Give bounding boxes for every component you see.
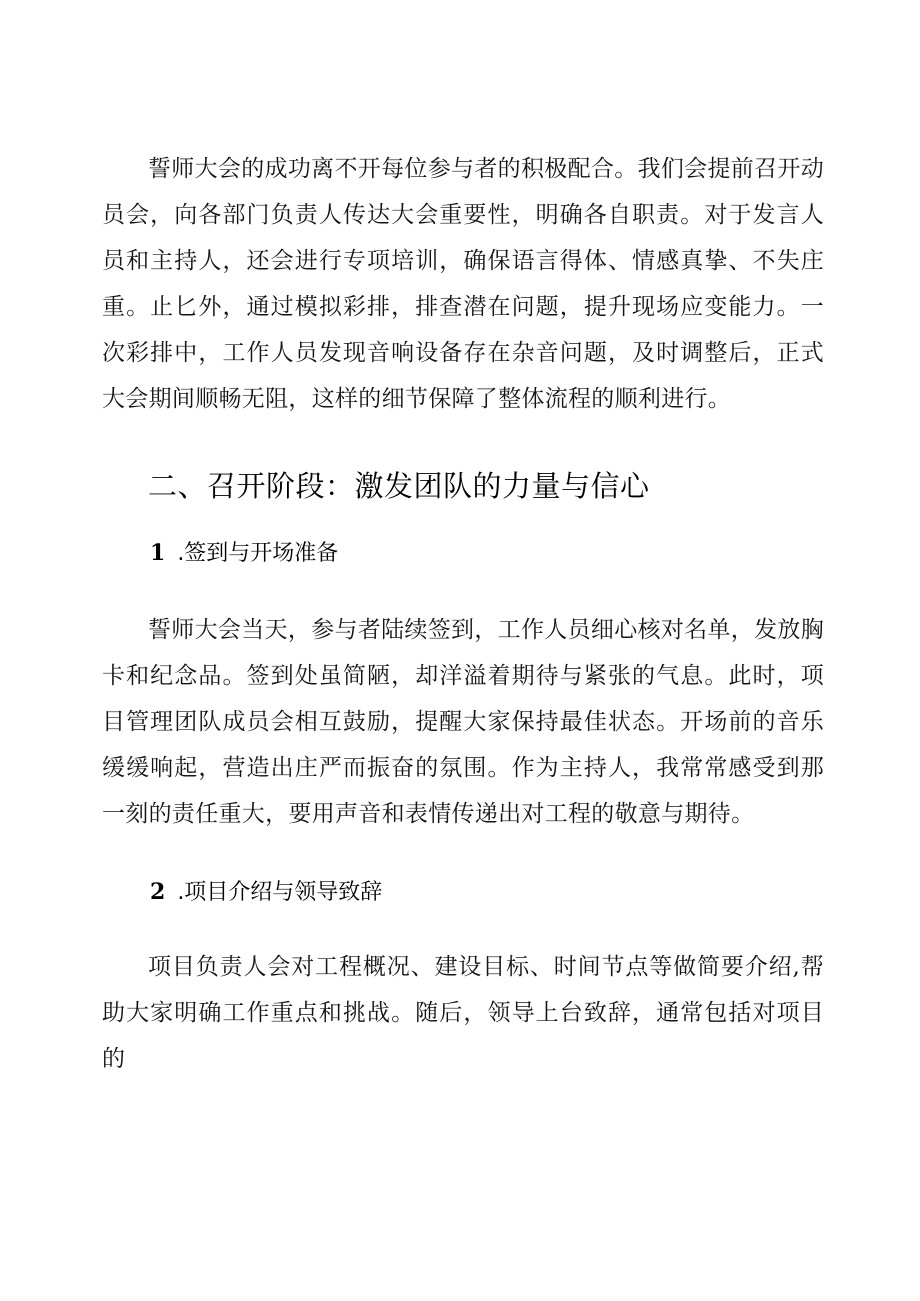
document-body (102, 146, 824, 1082)
subheading-text: .签到与开场准备 (177, 541, 339, 566)
paragraph-check-in: 誓师大会当天，参与者陆续签到，工作人员细心核对名单，发放胸卡和纪念品。签到处虽简陋，却洋溢着期待与紧张的气息。此时，项目管理团队成员会相互鼓励，提醒大家保持最佳状态。开场前的音乐缓缓响起，营造出庄严而振奋的氛围。作为主持人，我常常感受到那一刻的责任重大，要用声音和表情传递出对工程的敬意与期待。 (102, 617, 824, 827)
paragraph-project-intro: 项目负责人会对工程概况、建设目标、时间节点等做简要介绍,帮助大家明确工作重点和挑战。随后，领导上台致辞，通常包括对项目的 (102, 954, 824, 1072)
subheading-text: .项目介绍与领导致辞 (177, 880, 383, 905)
subheading-number: 1 (150, 540, 166, 566)
subheading-project-intro (102, 875, 824, 910)
subheading-check-in (102, 536, 824, 571)
paragraph-preparation: 誓师大会的成功离不开每位参与者的积极配合。我们会提前召开动员会，向各部门负责人传达大会重要性，明确各自职责。对于发言人员和主持人，还会进行专项培训，确保语言得体、情感真挚、不失庄重。止匕外，通过模拟彩排，排查潜在问题，提升现场应变能力。一次彩排中，工作人员发现音响设备存在杂音问题，及时调整后，正式大会期间顺畅无阻，这样的细节保障了整体流程的顺利进行。 (102, 156, 824, 412)
section-heading-convening: 二、召开阶段：激发团队的力量与信心 (148, 469, 650, 503)
subheading-number: 2 (150, 879, 166, 905)
